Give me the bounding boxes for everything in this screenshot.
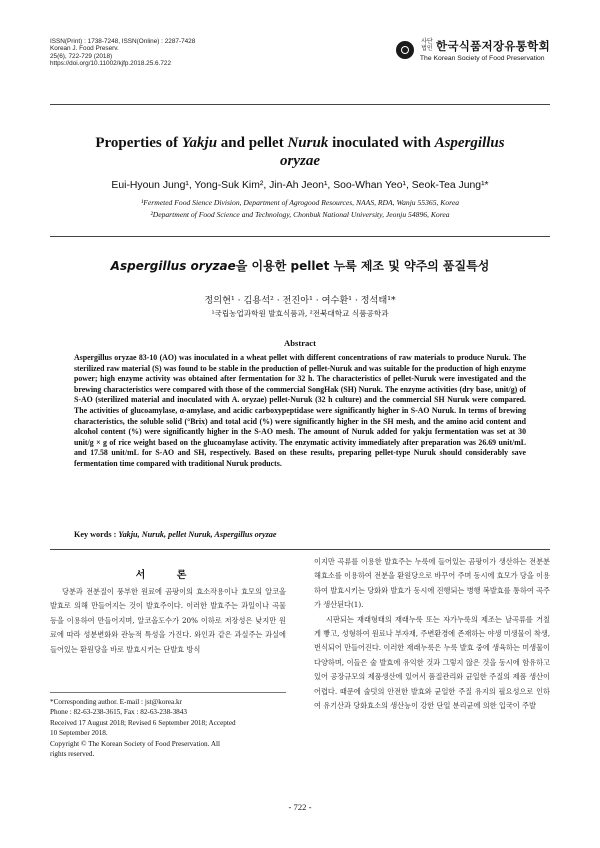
footnote: [50, 697, 290, 759]
title-line-2: oryzae: [280, 153, 320, 169]
header-rule: [50, 104, 550, 105]
abstract-divider: [50, 549, 550, 550]
section-heading-intro: 서 론: [135, 570, 201, 581]
society-seal-icon: [396, 41, 414, 59]
logo-korean-name: 한국식품저장유통학회: [435, 39, 550, 53]
meta-journal: Korean J. Food Preserv.: [50, 45, 119, 53]
affiliation-korean: ¹국립농업과학원 발효식품과, ²전북대학교 식품공학과: [211, 309, 389, 318]
korean-title: Aspergillus oryzae을 이용한 pellet 누룩 제조 및 약주의 품질특성: [110, 259, 490, 273]
intro-paragraph-1: 당분과 전분질이 풍부한 원료에 곰팡이의 효소작용이나 효모의 알코올 발효로 의해 만들어지는 것이 발효주이다. 이러한 발효주는 과일이나 곡물 등을 이용하여 만들어지며, 알코올도수가 20% 이하로 저장성은 낮지만 원료에 따라 성분변화와 관능적 특성을 가진다. 와인과 같은 과실주는 과실에 들어있는 환원당을 바로 발효시키는 단발효 방식: [50, 587, 286, 654]
journal-meta: [50, 38, 195, 68]
keywords-values: Yakju, Nuruk, pellet Nuruk, Aspergillus oryzae: [118, 530, 277, 539]
abstract-body: Aspergillus oryzae 83-10 (AO) was inoculated in a wheat pellet with different concentrations of raw materials to produce Nuruk. The sterilized raw material (S) was found to be stable in the production of pellet-Nuruk and was suitable for the production of high enzyme power; high enzyme activity was obtained after fermentation for 32 h. The characteristics of pellet-Nuruk were investigated and the brewing characteristics were compared with those of the commercial SongHak (SH) Nuruk. The enzyme activities (dry base, unit/g) of S-AO (sterilized material and inoculated with A. oryzae) pellet-Nuruk (32 h culture) and the commercial SH Nuruk were compared. The activities of glucoamylase, α-amylase, and acidic carboxypeptidase were significantly higher in S-AO Nuruk. In terms of brewing characteristics, the soluble solid (°Brix) and total acid (%) were significantly higher in the SH mesh, and the amino acid content and alcohol content (%) were significantly higher in the S-AO mesh. The amount of Nuruk added for yakju fermentation was set at 30 unit/g × g of rice weight based on the glucoamylase activity. The enzymatic activity immediately after preparation was 26.69 unit/mL and 17.58 unit/mL for S-AO and SH, respectively. Based on these results, preparing pellet-type Nuruk should considerably save fermentation time compared with traditional Nuruk products.: [74, 353, 526, 468]
intro-paragraph-3: 시판되는 재래형태의 재래누룩 또는 자가누룩의 제조는 날곡류를 거칠게 빻고, 성형하여 원료나 부자재, 주변환경에 존재하는 야생 미생물이 착생, 번식되어 만들어진다. 이러한 재래누룩은 누룩 발효 중에 생육하는 미생물이 다양하며, 이들은 술 발효에 유익한 것과 그렇지 않은 것을 동시에 함유하고 있어 공장규모의 제품생산에 있어서 품질관리와 균일한 주질의 제품 생산이 어렵다. 때문에 술덧의 안전한 발효와 균일한 주질 유지의 필요성으로 인하여 유기산과 당화효소의 생산능이 강한 단일 분리균에 의한 입국이 주발: [314, 614, 550, 711]
authors-korean: 정의현¹ · 김용석² · 전진아¹ · 여수환¹ · 정석태¹*: [204, 295, 396, 306]
footnote-author: *Corresponding author. E-mail : jst@korea.kr: [50, 698, 182, 706]
keywords-label: Key words :: [74, 530, 119, 539]
right-column: [314, 555, 550, 713]
paper-title: [50, 134, 550, 170]
footnote-accepted: 10 September 2018.: [50, 729, 108, 738]
footnote-rights: rights reserved.: [50, 750, 95, 759]
keywords: [74, 530, 526, 539]
meta-issn: ISSN(Print) : 1738-7248, ISSN(Online) : 2287-7428: [50, 38, 196, 45]
logo-english-name: The Korean Society of Food Preservation: [419, 55, 545, 62]
title-divider: [50, 236, 550, 237]
left-column: [50, 585, 286, 657]
footnote-copyright: Copyright © The Korean Society of Food Preservation. All: [50, 739, 221, 748]
footnote-phone: Phone : 82-63-238-3615, Fax : 82-63-238-3843: [50, 708, 187, 717]
affiliation-2: ²Department of Food Science and Technology, Chonbuk National University, Jeonju 54896, Korea: [150, 210, 450, 219]
meta-doi[interactable]: https://doi.org/10.11002/kjfp.2018.25.6.722: [50, 60, 172, 68]
affiliation-1: ¹Fermeted Food Sience Division, Department of Agrogood Resources, NAAS, RDA, Wanju 55365, Korea: [140, 198, 459, 207]
intro-paragraph-2: 이지만 곡류를 이용한 발효주는 누룩에 들어있는 곰팡이가 생산하는 전분분해효소를 이용하여 전분을 환원당으로 바꾸어 주며 동시에 효모가 당을 이용하여 발효시키는 당화와 발효가 동시에 진행되는 병행 복발효를 통하여 곡주가 생산된다(1).: [314, 557, 550, 610]
page-number: - 722 -: [288, 802, 312, 812]
meta-volume: 25(6), 722-729 (2018): [50, 52, 113, 60]
authors-english: Eui-Hyoun Jung¹, Yong-Suk Kim², Jin-Ah Jeon¹, Soo-Whan Yeo¹, Seok-Tea Jung¹*: [111, 180, 489, 191]
footnote-received: Received 17 August 2018; Revised 6 September 2018; Accepted: [50, 718, 236, 727]
footnote-rule: [50, 692, 286, 693]
logo-prefix: 사단법인: [421, 38, 433, 52]
society-logo: [396, 38, 550, 62]
abstract-heading: Abstract: [284, 338, 316, 348]
title-line-1: Properties of Yakju and pellet Nuruk inoculated with Aspergillus: [95, 135, 505, 151]
